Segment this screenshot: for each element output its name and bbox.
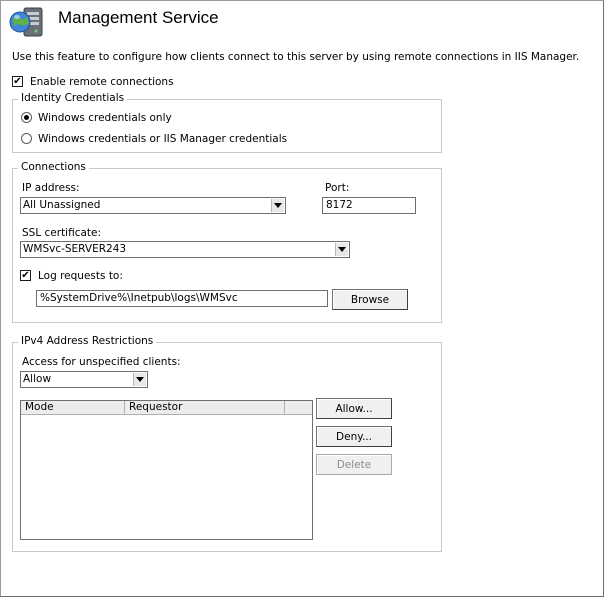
ip-address-select[interactable] — [20, 197, 286, 214]
log-requests-label: Log requests to: — [38, 270, 123, 282]
enable-remote-checkbox[interactable]: ✔ — [13, 75, 22, 87]
port-label: Port: — [325, 182, 350, 194]
ip-address-value: All Unassigned — [23, 199, 101, 211]
delete-button[interactable]: Delete — [316, 454, 392, 475]
column-header-mode[interactable]: Mode — [21, 401, 125, 415]
ssl-certificate-select[interactable] — [20, 241, 350, 258]
page-title: Management Service — [58, 8, 219, 27]
access-unspecified-label: Access for unspecified clients: — [22, 356, 181, 368]
restrictions-list[interactable] — [20, 400, 313, 540]
page-description: Use this feature to configure how clients connect to this server by using remote connections in IIS Manager. — [12, 51, 580, 63]
identity-credentials-legend: Identity Credentials — [18, 92, 127, 104]
connections-legend: Connections — [18, 161, 89, 173]
log-requests-checkbox[interactable]: ✔ — [21, 269, 30, 281]
windows-or-iis-radio[interactable] — [21, 133, 32, 144]
access-unspecified-value: Allow — [23, 373, 52, 385]
chevron-down-icon[interactable] — [133, 373, 146, 386]
column-header-requestor[interactable]: Requestor — [125, 401, 285, 415]
deny-button[interactable]: Deny... — [316, 426, 392, 447]
windows-only-radio[interactable] — [21, 112, 32, 123]
windows-only-label: Windows credentials only — [38, 112, 172, 124]
allow-button[interactable]: Allow... — [316, 398, 392, 419]
access-unspecified-select[interactable] — [20, 371, 148, 388]
server-globe-icon — [9, 6, 45, 38]
enable-remote-label: Enable remote connections — [30, 76, 174, 88]
column-header-filler — [285, 401, 312, 415]
ip-address-label: IP address: — [22, 182, 80, 194]
chevron-down-icon[interactable] — [271, 199, 284, 212]
ssl-certificate-label: SSL certificate: — [22, 227, 102, 239]
port-input[interactable]: 8172 — [322, 197, 416, 214]
chevron-down-icon[interactable] — [335, 243, 348, 256]
ssl-certificate-value: WMSvc-SERVER243 — [23, 243, 127, 255]
windows-or-iis-label: Windows credentials or IIS Manager credentials — [38, 133, 288, 145]
log-path-input[interactable]: %SystemDrive%\Inetpub\logs\WMSvc — [36, 290, 328, 307]
ipv4-restrictions-legend: IPv4 Address Restrictions — [18, 335, 156, 347]
browse-button[interactable]: Browse — [332, 289, 408, 310]
